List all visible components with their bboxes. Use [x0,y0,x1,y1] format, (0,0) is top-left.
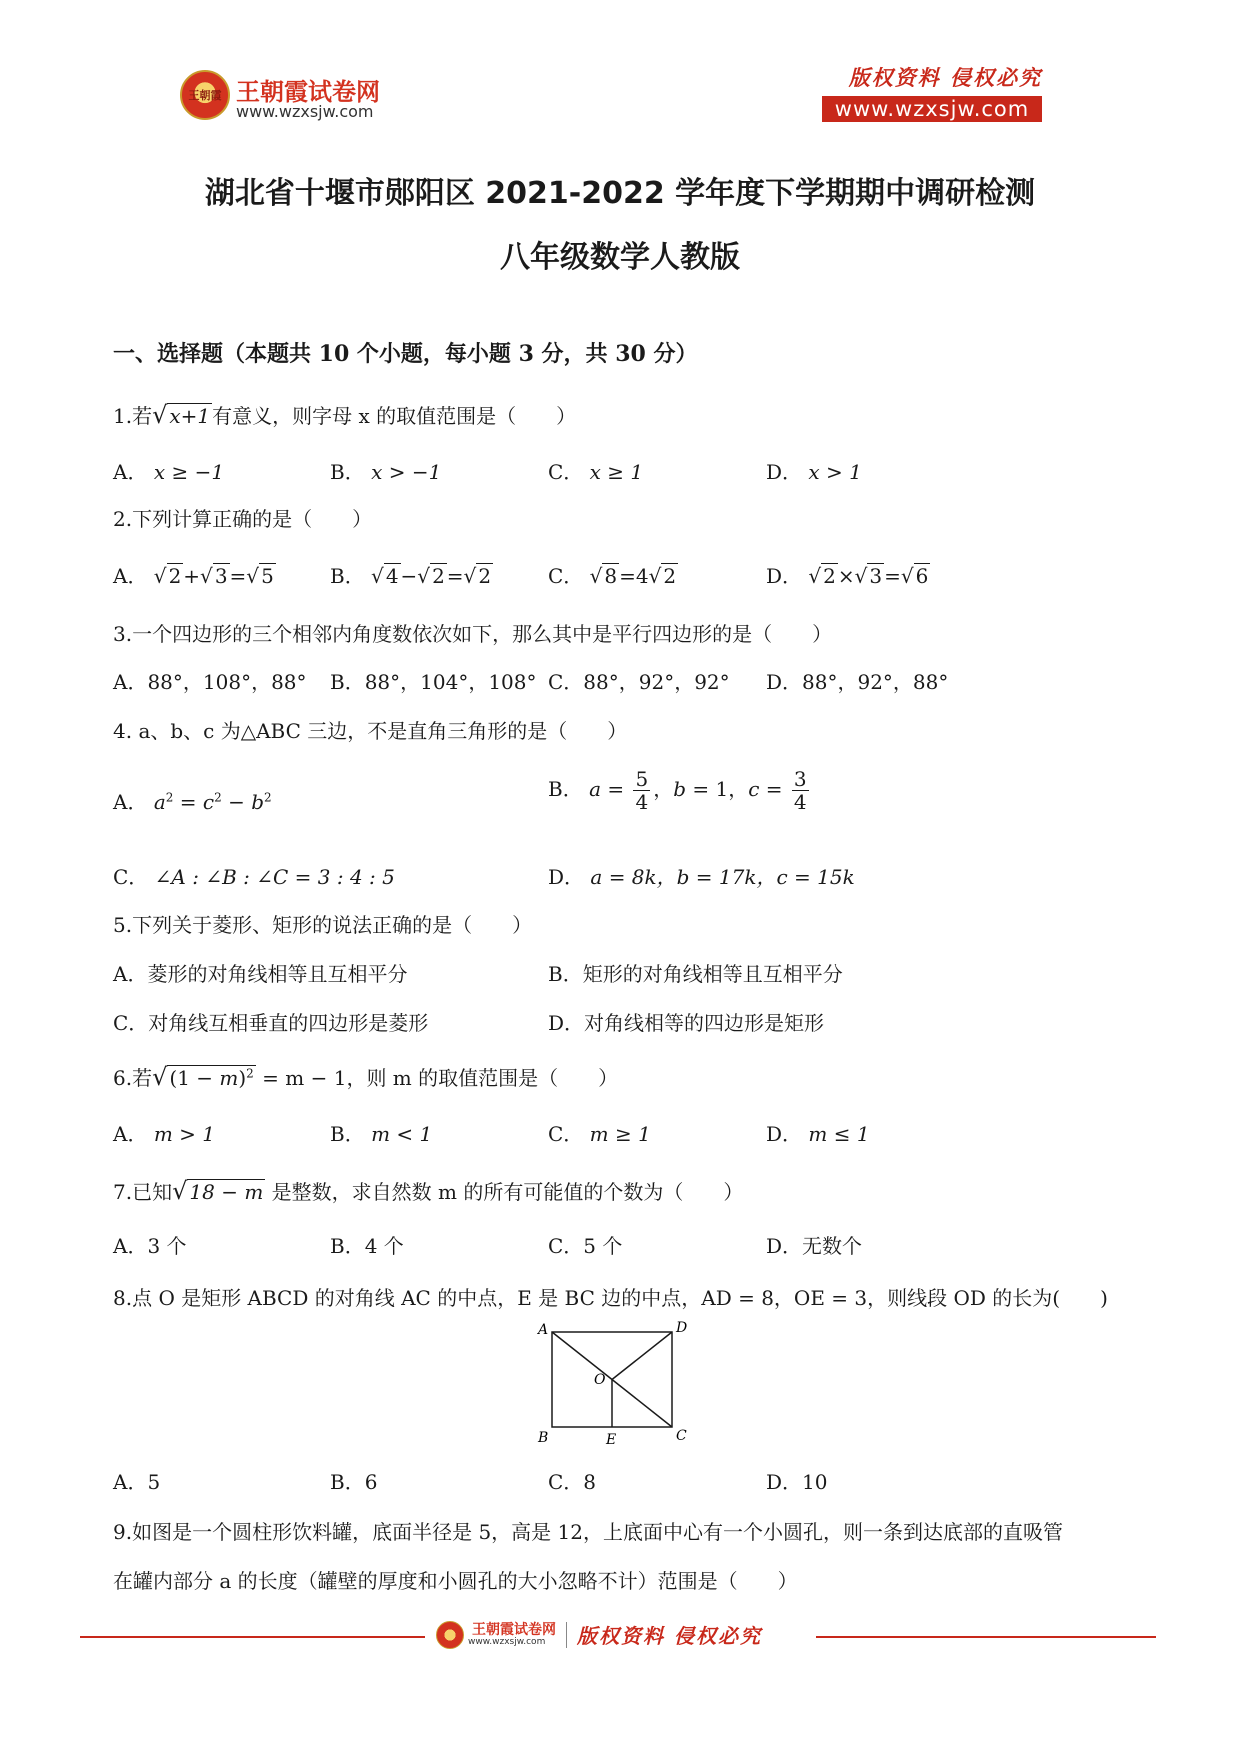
q6-option-b: B． m < 1 [330,1122,433,1146]
footer-divider-left [80,1636,425,1638]
question-2: 2.下列计算正确的是（ ） [113,507,373,531]
question-1: 1.若√ x+1 有意义，则字母 x 的取值范围是（ ） [113,401,577,429]
q8-option-c: C．8 [548,1470,597,1494]
footer-separator [566,1622,567,1648]
footer-site-name: 王朝霞试卷网 [472,1621,556,1638]
question-3: 3.一个四边形的三个相邻内角度数依次如下，那么其中是平行四边形的是（ ） [113,622,833,646]
question-9-line-1: 9.如图是一个圆柱形饮料罐，底面半径是 5，高是 12，上底面中心有一个小圆孔，则一条到达底部的直吸管 [113,1520,1063,1544]
q2-option-c: C． √ 8 =4√ 2 [548,564,677,588]
copyright-stamp [822,62,1042,122]
q1-option-d: D． x > 1 [766,460,862,484]
q4-option-a: A． $a^2 = c^2 - b^2$ [113,790,272,814]
q1-option-a: A． x ≥ −1 [113,460,225,484]
q1-option-b: B． x > −1 [330,460,442,484]
q6-option-a: A． m > 1 [113,1122,215,1146]
q2-option-d: D． √ 2 ×√ 3 =√ 6 [766,564,929,588]
q2-option-b: B． √ 4 −√ 2 =√ 2 [330,564,492,588]
site-logo [180,70,410,126]
page-subtitle: 八年级数学人教版 [500,240,740,275]
q4-option-c: C． ∠A : ∠B : ∠C = 3 : 4 : 5 [113,865,395,889]
label-b: B [538,1430,549,1446]
question-6: 6.若√ $(1 - m)^2 = m - 1$，则 m 的取值范围是（ ） [113,1063,619,1091]
q5-option-a: A．菱形的对角线相等且互相平分 [113,962,408,986]
q3-option-b: B．88°，104°，108° [330,670,537,694]
q7-option-b: B．4 个 [330,1234,404,1258]
question-5: 5.下列关于菱形、矩形的说法正确的是（ ） [113,913,533,937]
segment-od [612,1332,672,1380]
label-c: C [676,1428,687,1444]
page-title: 湖北省十堰市郧阳区 2021-2022 学年度下学期期中调研检测 [204,176,1036,211]
label-a: A [538,1322,549,1338]
label-o: O [594,1372,606,1388]
section-heading: 一、选择题（本题共 10 个小题，每小题 3 分，共 30 分） [113,341,698,367]
q5-option-d: D．对角线相等的四边形是矩形 [548,1011,825,1035]
q2-option-a: A． √ 2 +√ 3 =√ 5 [113,564,274,588]
q6-option-d: D． m ≤ 1 [766,1122,870,1146]
q8-option-d: D．10 [766,1470,828,1494]
label-d: D [676,1320,688,1336]
label-e: E [606,1432,617,1448]
q8-option-a: A．5 [113,1470,161,1494]
logo-name: 王朝霞试卷网 [236,78,380,106]
q5-option-b: B．矩形的对角线相等且互相平分 [548,962,843,986]
q4-option-d: D． a = 8k，b = 17k，c = 15k [548,865,855,889]
question-8: 8.点 O 是矩形 ABCD 的对角线 AC 的中点，E 是 BC 边的中点，AD = 8，OE = 3，则线段 OD 的长为( ) [113,1286,1108,1310]
question-7: 7.已知√ 18 − m 是整数，求自然数 m 的所有可能值的个数为（ ） [113,1177,744,1205]
footer-logo [436,1620,762,1649]
q5-option-c: C．对角线互相垂直的四边形是菱形 [113,1011,429,1035]
copyright-url: www.wzxsjw.com [822,96,1042,122]
footer-copyright: 版权资料 侵权必究 [577,1624,762,1648]
q7-option-a: A．3 个 [113,1234,187,1258]
q4-option-b: B． a = $\frac{5}{4}$ ，b = 1，c = $\frac{3}{4}$ [548,767,807,814]
footer-seal-icon [436,1621,464,1649]
q3-option-d: D．88°，92°，88° [766,670,949,694]
question-9-line-2: 在罐内部分 a 的长度（罐壁的厚度和小圆孔的大小忽略不计）范围是（ ） [113,1569,798,1593]
q3-option-a: A．88°，108°，88° [113,670,307,694]
logo-seal-icon: 王朝霞 [180,70,230,120]
footer-site-url: www.wzxsjw.com [468,1636,546,1647]
q3-option-c: C．88°，92°，92° [548,670,730,694]
rectangle-diagram [530,1320,700,1450]
footer-divider-right [816,1636,1156,1638]
q7-option-c: C．5 个 [548,1234,623,1258]
logo-url: www.wzxsjw.com [236,102,374,121]
q1-option-c: C． x ≥ 1 [548,460,644,484]
q7-option-d: D．无数个 [766,1234,863,1258]
copyright-text: 版权资料 侵权必究 [848,65,1042,90]
q8-option-b: B．6 [330,1470,378,1494]
question-4: 4. a、b、c 为△ABC 三边，不是直角三角形的是（ ） [113,719,628,743]
q6-option-c: C． m ≥ 1 [548,1122,651,1146]
